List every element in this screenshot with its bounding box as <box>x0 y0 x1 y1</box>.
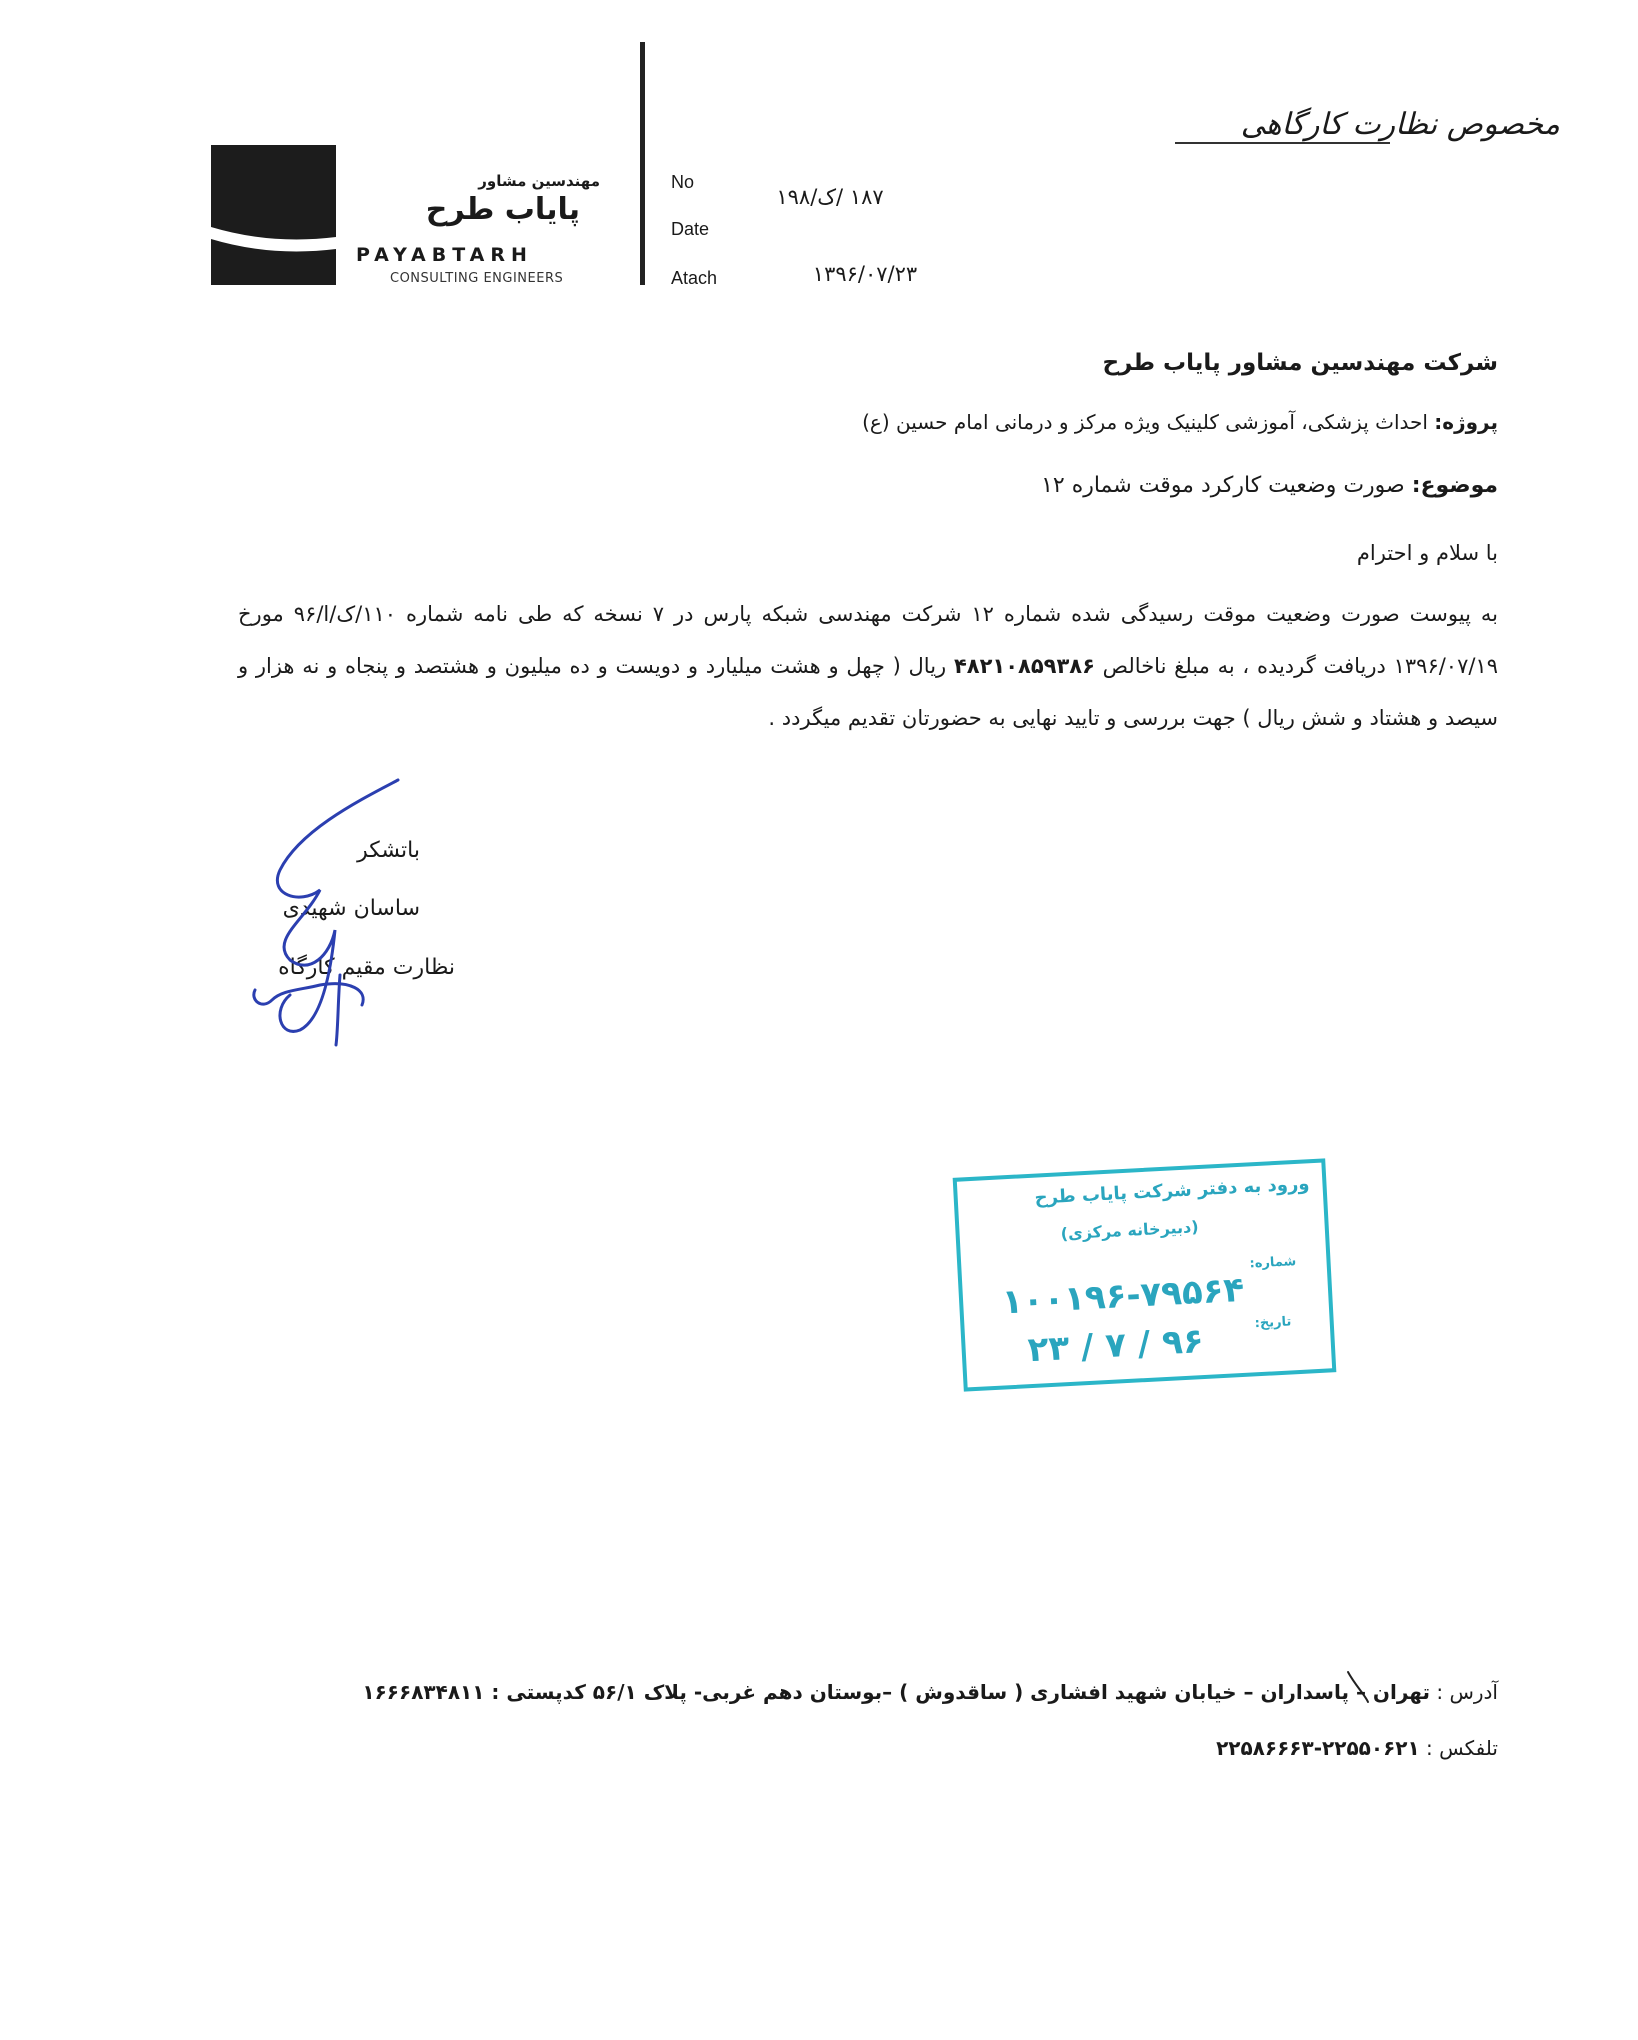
signature-title: نظارت مقیم کارگاه <box>278 955 455 980</box>
stamp-subtitle: (دبیرخانه مرکزی) <box>1060 1217 1200 1244</box>
special-label: مخصوص نظارت کارگاهی <box>1240 107 1560 142</box>
project-label: پروژه: <box>1434 410 1498 434</box>
telfax-label: تلفکس : <box>1426 1736 1498 1760</box>
logo-subtitle-fa: مهندسین مشاور <box>478 172 600 190</box>
footer-telfax <box>1216 1736 1498 1760</box>
address-label: آدرس : <box>1436 1680 1498 1704</box>
telfax-number: ۲۲۵۵۰۶۲۱-۲۲۵۸۶۶۶۳ <box>1216 1736 1420 1760</box>
letter-number: ۱۸۷ /ک/۱۹۸ <box>776 185 884 209</box>
subject-text: صورت وضعیت کارکرد موقت شماره ۱۲ <box>1041 473 1405 498</box>
footer-address <box>362 1680 1498 1704</box>
signature-thanks: باتشکر <box>357 838 420 863</box>
body-part-2: ریال ( چهل و هشت میلیارد و دویست و ده میلیون و هشتصد و پنجاه و نه هزار و سیصد و هشتاد و شش ریال ) جهت بررسی و تایید نهایی به حضورتان تقدیم میگردد . <box>238 654 1498 730</box>
stamp-title: ورود به دفتر شرکت پایاب طرح <box>1034 1173 1310 1209</box>
signature-name: ساسان شهیدی <box>282 896 420 921</box>
body-part-1: به پیوست صورت وضعیت موقت رسیدگی شده شماره ۱۲ شرکت مهندسی شبکه پارس در ۷ نسخه که طی نامه شماره ۱۱۰/ک/ا/۹۶ مورخ ۱۳۹۶/۰۷/۱۹ دریافت گردیده ، به مبلغ ناخالص <box>238 602 1498 678</box>
logo-title-fa: پایاب طرح <box>425 192 580 227</box>
letter-date: ۱۳۹۶/۰۷/۲۳ <box>812 262 918 286</box>
no-label: No <box>671 172 695 192</box>
stamp-date-label: تاریخ: <box>1254 1314 1292 1332</box>
stamp-number: ۱۰۰۱۹۶-۷۹۵۶۴ <box>1000 1269 1246 1323</box>
project-text: احداث پزشکی، آموزشی کلینیک ویژه مرکز و درمانی امام حسین (ع) <box>862 410 1428 434</box>
signature-stroke-tail <box>336 975 340 1045</box>
greeting: با سلام و احترام <box>1356 541 1498 565</box>
stamp-date: ۹۶ / ۷ / ۲۳ <box>1026 1321 1205 1371</box>
address-text: تهران – پاسداران – خیابان شهید افشاری ( ساقدوش ) –بوستان دهم غربی- پلاک ۵۶/۱ کدپستی : ۱۶۶۶۸۳۴۸۱۱ <box>362 1680 1430 1704</box>
logo-title-en: PAYABTARH <box>356 244 533 266</box>
subject-label: موضوع: <box>1411 473 1498 498</box>
received-stamp <box>953 1158 1337 1391</box>
signature-stroke-loop <box>254 984 363 1005</box>
body-amount: ۴۸۲۱۰۸۵۹۳۸۶ <box>953 654 1095 678</box>
date-label: Date <box>671 219 710 239</box>
stamp-number-label: شماره: <box>1249 1254 1297 1272</box>
logo-subtitle-en: CONSULTING ENGINEERS <box>390 271 564 286</box>
recipient-line: شرکت مهندسین مشاور پایاب طرح <box>1102 350 1498 376</box>
atach-label: Atach <box>671 268 718 288</box>
